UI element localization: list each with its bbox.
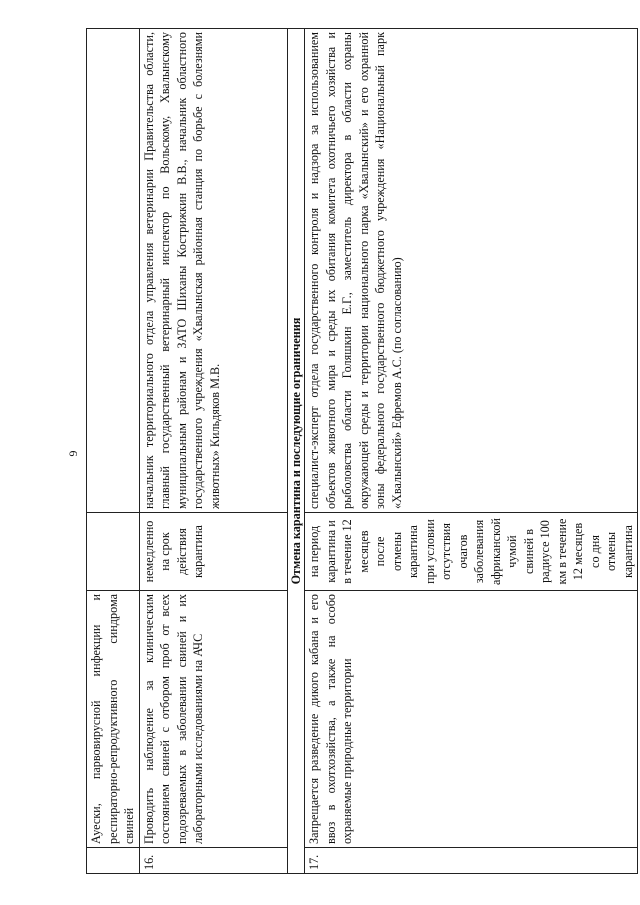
table-row (139, 29, 287, 874)
period-cell: на период карантина и в течение 12 месяцев после отмены карантина при условии отсутствия очагов заболевания африканской чумой свиней в радиусе 100 км в течение 12 месяцев со дня отмены карантина (305, 513, 638, 591)
responsible-cell (87, 29, 140, 513)
rotated-page-content (86, 29, 635, 874)
table-row (305, 29, 638, 874)
action-cell: Проводить наблюдение за клиническим состоянием свиней с отбором проб от всех подозреваемых в заболевании свиней и их лабораторными исследованиями на АЧС (139, 591, 287, 848)
responsible-cell: начальник территориального отдела управления ветеринарии Правительства области, главный государственный ветеринарный инспектор по Вольскому, Хвалынскому муниципальным районам и ЗАТО Шиханы Кострижкин В.В., начальник областного государственного учреждения «Хвалынская районная станция по борьбе с болезнями животных» Кильдяков М.В. (139, 29, 287, 513)
action-cell: Ауески, парвовирусной инфекции и респираторно-репродуктивного синдрома свиней (87, 591, 140, 848)
section-header-row (287, 29, 305, 874)
table-row (87, 29, 140, 874)
row-number-cell: 16. (139, 848, 287, 874)
period-cell: немедленно на срок действия карантина (139, 513, 287, 591)
responsible-cell: специалист-эксперт отдела государственного контроля и надзора за использованием объектов животного мира и среды их обитания комитета охотничьего хозяйства и рыболовства области Голяшкин Е.Г., заместитель директора в области охраны окружающей среды и территории национального парка «Хвалынский» и его охранной зоны федерального государственного бюджетного учреждения «Национальный парк «Хвалынский» Ефремов А.С. (по согласованию) (305, 29, 638, 513)
page-number: 6 (66, 450, 81, 457)
action-cell: Запрещается разведение дикого кабана и его ввоз в охотхозяйства, а также на особо охраняемые природные территории (305, 591, 638, 848)
measures-table (86, 28, 638, 874)
row-number-cell: 17. (305, 848, 638, 874)
section-title: Отмена карантина и последующие ограничения (287, 29, 305, 874)
row-number-cell (87, 848, 140, 874)
period-cell (87, 513, 140, 591)
